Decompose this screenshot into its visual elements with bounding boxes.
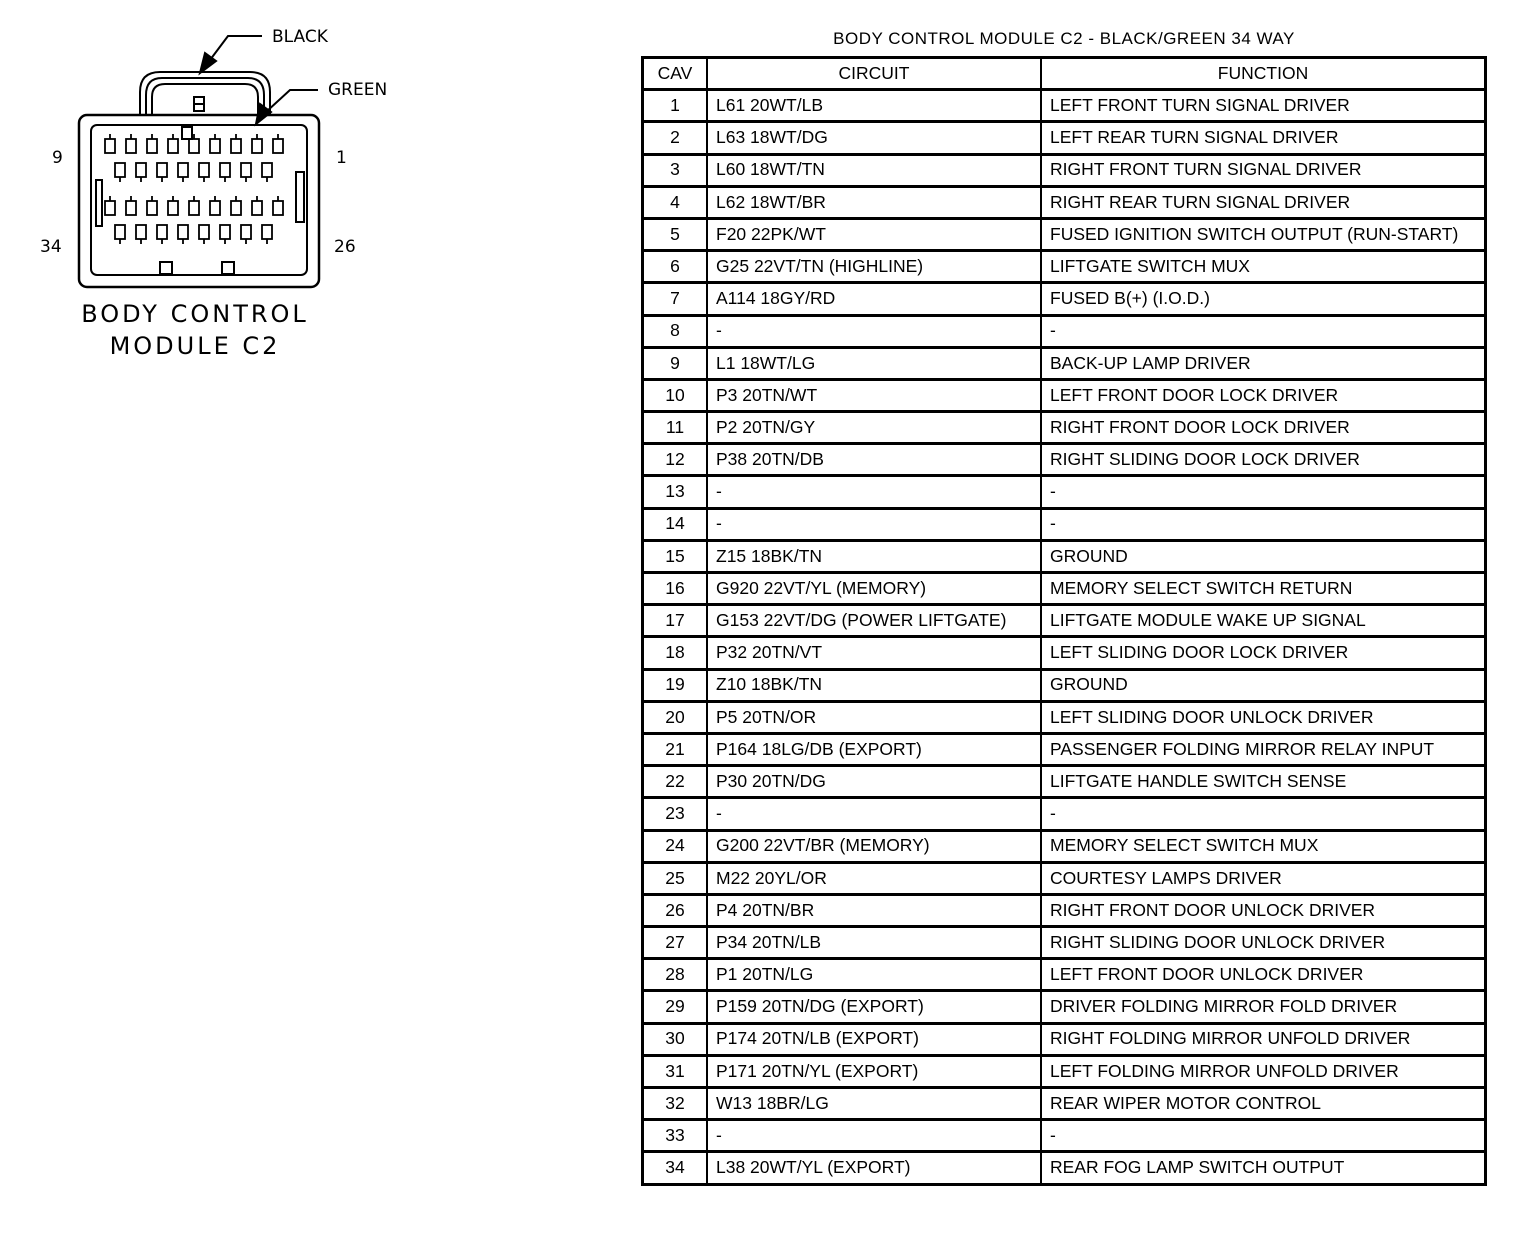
table-row [643,830,1486,862]
circuit-cell: G25 22VT/TN (HIGHLINE) [707,251,1041,283]
pin-cavity [126,196,136,215]
pin-label-34: 34 [40,237,62,257]
pin-cavity [199,163,209,182]
table-row [643,1088,1486,1120]
circuit-cell: P171 20TN/YL (EXPORT) [707,1055,1041,1087]
circuit-cell: P164 18LG/DB (EXPORT) [707,733,1041,765]
table-row [643,573,1486,605]
function-cell: GROUND [1041,540,1486,572]
cav-cell: 4 [643,186,708,218]
cav-cell: 3 [643,154,708,186]
circuit-cell: M22 20YL/OR [707,862,1041,894]
cav-cell: 18 [643,637,708,669]
function-cell: RIGHT FOLDING MIRROR UNFOLD DRIVER [1041,1023,1486,1055]
pin-cavity [210,196,220,215]
circuit-cell: P174 20TN/LB (EXPORT) [707,1023,1041,1055]
pin-cavity [199,225,209,244]
table-row [643,894,1486,926]
table-row [643,412,1486,444]
table-row [643,444,1486,476]
function-cell: RIGHT REAR TURN SIGNAL DRIVER [1041,186,1486,218]
table-row [643,186,1486,218]
table-row [643,379,1486,411]
label-green: GREEN [328,80,388,100]
pin-cavity [231,196,241,215]
pin-label-9: 9 [52,148,63,168]
circuit-cell: - [707,315,1041,347]
cav-cell: 8 [643,315,708,347]
pin-cavity [168,134,178,153]
table-row [643,218,1486,250]
pin-cavity [105,134,115,153]
pin-cavity [189,196,199,215]
pin-cavity [241,163,251,182]
circuit-cell: W13 18BR/LG [707,1088,1041,1120]
table-row [643,959,1486,991]
function-cell: LEFT SLIDING DOOR LOCK DRIVER [1041,637,1486,669]
label-black: BLACK [272,27,328,47]
function-cell: BACK-UP LAMP DRIVER [1041,347,1486,379]
circuit-cell: P5 20TN/OR [707,701,1041,733]
table-row [643,766,1486,798]
circuit-cell: P1 20TN/LG [707,959,1041,991]
cav-cell: 26 [643,894,708,926]
table-row [643,1152,1486,1184]
circuit-cell: Z15 18BK/TN [707,540,1041,572]
cav-cell: 30 [643,1023,708,1055]
table-row [643,251,1486,283]
circuit-cell: P34 20TN/LB [707,927,1041,959]
green-arrow [256,90,318,124]
cav-cell: 2 [643,122,708,154]
pin-cavity [168,196,178,215]
circuit-cell: P2 20TN/GY [707,412,1041,444]
function-cell: - [1041,476,1486,508]
circuit-cell: G920 22VT/YL (MEMORY) [707,573,1041,605]
circuit-cell: P3 20TN/WT [707,379,1041,411]
function-cell: PASSENGER FOLDING MIRROR RELAY INPUT [1041,733,1486,765]
circuit-cell: L60 18WT/TN [707,154,1041,186]
table-row [643,90,1486,122]
cav-cell: 24 [643,830,708,862]
cav-cell: 11 [643,412,708,444]
pin-cavity [126,134,136,153]
function-cell: DRIVER FOLDING MIRROR FOLD DRIVER [1041,991,1486,1023]
table-row [643,733,1486,765]
pin-cavity [147,134,157,153]
function-cell: REAR WIPER MOTOR CONTROL [1041,1088,1486,1120]
circuit-cell: G153 22VT/DG (POWER LIFTGATE) [707,605,1041,637]
cav-cell: 22 [643,766,708,798]
circuit-cell: P38 20TN/DB [707,444,1041,476]
pin-cavity [115,225,125,244]
circuit-cell: F20 22PK/WT [707,218,1041,250]
cav-cell: 20 [643,701,708,733]
pin-cavity [178,225,188,244]
cav-cell: 19 [643,669,708,701]
pin-cavity [178,163,188,182]
cav-cell: 5 [643,218,708,250]
table-row [643,862,1486,894]
table-row [643,154,1486,186]
pin-cavity [136,163,146,182]
cav-cell: 31 [643,1055,708,1087]
circuit-cell: - [707,798,1041,830]
pin-cavity [231,134,241,153]
cav-cell: 28 [643,959,708,991]
cav-cell: 14 [643,508,708,540]
circuit-cell: L1 18WT/LG [707,347,1041,379]
cav-cell: 32 [643,1088,708,1120]
table-row [643,637,1486,669]
function-cell: LEFT SLIDING DOOR UNLOCK DRIVER [1041,701,1486,733]
function-cell: FUSED B(+) (I.O.D.) [1041,283,1486,315]
function-cell: LIFTGATE HANDLE SWITCH SENSE [1041,766,1486,798]
pin-cavity [136,225,146,244]
function-cell: RIGHT FRONT TURN SIGNAL DRIVER [1041,154,1486,186]
function-cell: - [1041,508,1486,540]
circuit-cell: L38 20WT/YL (EXPORT) [707,1152,1041,1184]
cav-cell: 16 [643,573,708,605]
circuit-cell: L62 18WT/BR [707,186,1041,218]
cav-cell: 10 [643,379,708,411]
circuit-cell: L63 18WT/DG [707,122,1041,154]
pin-cavity [262,163,272,182]
function-cell: LEFT REAR TURN SIGNAL DRIVER [1041,122,1486,154]
table-row [643,315,1486,347]
pin-label-26: 26 [334,237,356,257]
cav-cell: 29 [643,991,708,1023]
black-arrow [200,36,262,73]
pin-cavity [241,225,251,244]
pin-cavity [220,225,230,244]
pin-cavity [157,225,167,244]
cav-cell: 23 [643,798,708,830]
table-row [643,605,1486,637]
cav-cell: 12 [643,444,708,476]
pinout-table [641,56,1487,1186]
pin-cavity [115,163,125,182]
function-cell: LEFT FRONT DOOR UNLOCK DRIVER [1041,959,1486,991]
circuit-cell: Z10 18BK/TN [707,669,1041,701]
circuit-cell: - [707,1120,1041,1152]
table-row [643,1120,1486,1152]
pin-label-1: 1 [336,148,347,168]
connector-title-line1: BODY CONTROL [81,300,309,328]
table-row [643,1023,1486,1055]
function-cell: GROUND [1041,669,1486,701]
pin-cavity [262,225,272,244]
cav-cell: 6 [643,251,708,283]
table-row [643,122,1486,154]
table-row [643,701,1486,733]
table-row [643,991,1486,1023]
table-row [643,798,1486,830]
pin-cavity [220,163,230,182]
cav-cell: 13 [643,476,708,508]
connector-title-line2: MODULE C2 [109,332,281,360]
table-header-row [643,58,1486,90]
function-cell: RIGHT FRONT DOOR UNLOCK DRIVER [1041,894,1486,926]
pin-cavity [189,134,199,153]
table-row [643,476,1486,508]
cav-cell: 1 [643,90,708,122]
pin-cavity [273,134,283,153]
pin-cavity [157,163,167,182]
pin-cavity [105,196,115,215]
table-title: BODY CONTROL MODULE C2 - BLACK/GREEN 34 WAY [833,29,1295,48]
function-cell: RIGHT SLIDING DOOR UNLOCK DRIVER [1041,927,1486,959]
function-cell: LEFT FOLDING MIRROR UNFOLD DRIVER [1041,1055,1486,1087]
pin-cavity [210,134,220,153]
function-cell: MEMORY SELECT SWITCH RETURN [1041,573,1486,605]
circuit-cell: P32 20TN/VT [707,637,1041,669]
table-row [643,283,1486,315]
cav-cell: 27 [643,927,708,959]
function-cell: - [1041,1120,1486,1152]
circuit-cell: G200 22VT/BR (MEMORY) [707,830,1041,862]
header-cav: CAV [643,58,708,90]
circuit-cell: L61 20WT/LB [707,90,1041,122]
circuit-cell: P30 20TN/DG [707,766,1041,798]
function-cell: RIGHT FRONT DOOR LOCK DRIVER [1041,412,1486,444]
cav-cell: 34 [643,1152,708,1184]
table-row [643,508,1486,540]
function-cell: RIGHT SLIDING DOOR LOCK DRIVER [1041,444,1486,476]
cav-cell: 17 [643,605,708,637]
header-circuit: CIRCUIT [707,58,1041,90]
circuit-cell: P4 20TN/BR [707,894,1041,926]
function-cell: REAR FOG LAMP SWITCH OUTPUT [1041,1152,1486,1184]
header-function: FUNCTION [1041,58,1486,90]
function-cell: - [1041,315,1486,347]
table-row [643,540,1486,572]
cav-cell: 9 [643,347,708,379]
function-cell: LIFTGATE SWITCH MUX [1041,251,1486,283]
pin-cavities [105,134,283,244]
circuit-cell: - [707,508,1041,540]
circuit-cell: - [707,476,1041,508]
pin-cavity [147,196,157,215]
table-row [643,1055,1486,1087]
function-cell: - [1041,798,1486,830]
function-cell: FUSED IGNITION SWITCH OUTPUT (RUN-START) [1041,218,1486,250]
pin-cavity [252,196,262,215]
table-row [643,927,1486,959]
circuit-cell: P159 20TN/DG (EXPORT) [707,991,1041,1023]
function-cell: LIFTGATE MODULE WAKE UP SIGNAL [1041,605,1486,637]
cav-cell: 21 [643,733,708,765]
function-cell: LEFT FRONT DOOR LOCK DRIVER [1041,379,1486,411]
cav-cell: 33 [643,1120,708,1152]
pin-cavity [252,134,262,153]
pin-cavity [273,196,283,215]
cav-cell: 15 [643,540,708,572]
table-row [643,347,1486,379]
function-cell: COURTESY LAMPS DRIVER [1041,862,1486,894]
circuit-cell: A114 18GY/RD [707,283,1041,315]
cav-cell: 7 [643,283,708,315]
cav-cell: 25 [643,862,708,894]
function-cell: LEFT FRONT TURN SIGNAL DRIVER [1041,90,1486,122]
table-row [643,669,1486,701]
connector-latch [140,72,270,115]
function-cell: MEMORY SELECT SWITCH MUX [1041,830,1486,862]
